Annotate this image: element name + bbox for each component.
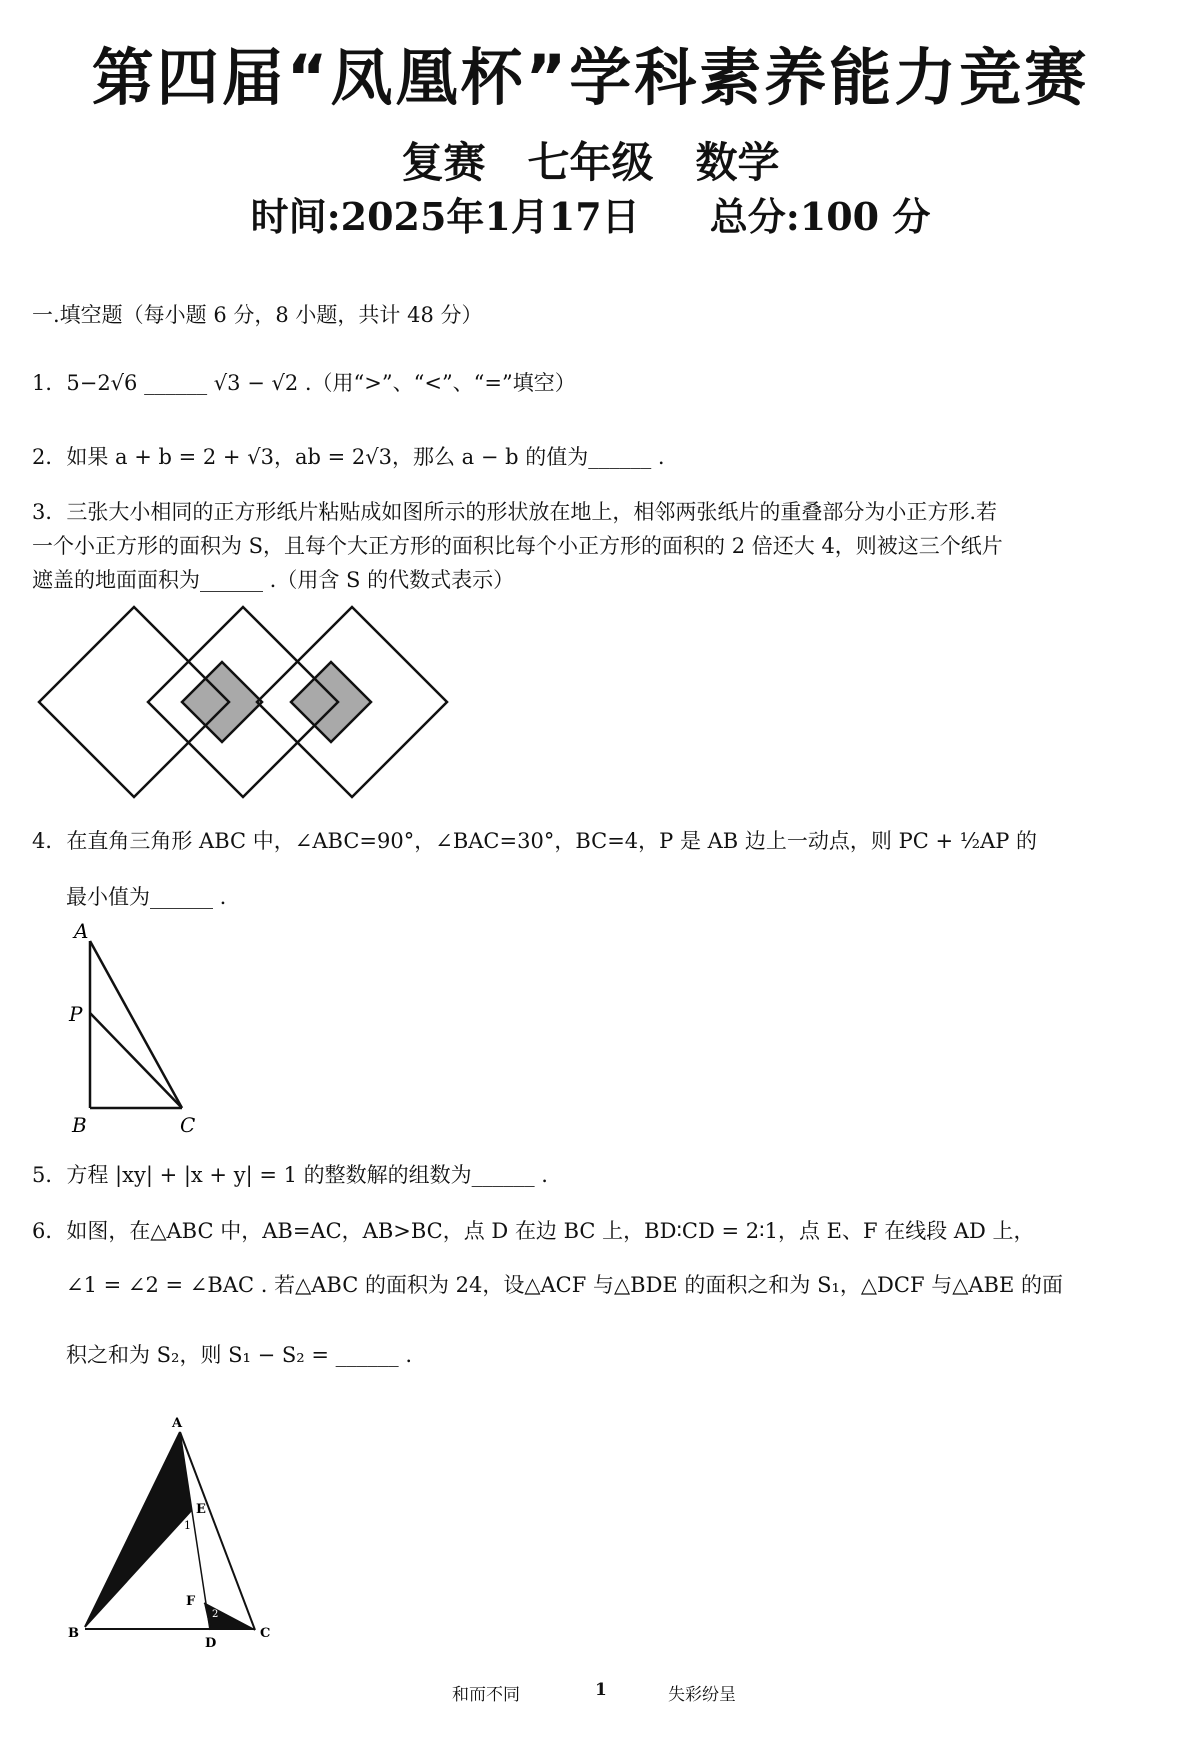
label-a: A [172, 1416, 183, 1431]
question-2: 2．如果 a + b = 2 + √3，ab = 2√3，那么 a − b 的值为______ . [32, 445, 665, 469]
label-d: D [205, 1636, 217, 1651]
label-b: B [68, 1626, 79, 1641]
question-3-line-1: 3．三张大小相同的正方形纸片粘贴成如图所示的形状放在地上，相邻两张纸片的重叠部分为小正方形.若 [32, 500, 998, 524]
label-e: E [196, 1502, 206, 1517]
footer-left-motto: 和而不同 [452, 1685, 520, 1705]
question-4-line-1: 4．在直角三角形 ABC 中，∠ABC=90°，∠BAC=30°，BC=4，P 是 AB 边上一动点，则 PC + ½AP 的 [32, 829, 1038, 853]
shaded-small-square-2 [291, 662, 371, 742]
page-number: 1 [595, 1680, 607, 1700]
segment-pc [90, 1013, 182, 1108]
question-3-line-2: 一个小正方形的面积为 S，且每个大正方形的面积比每个小正方形的面积的 2 倍还大 4，则被这三个纸片 [32, 534, 1003, 558]
label-angle-2: 2 [212, 1609, 219, 1620]
shaded-triangle-abe [85, 1432, 192, 1627]
figure-three-squares [34, 605, 454, 800]
question-4-line-2: 最小值为______ . [66, 885, 227, 909]
exam-total-score: 总分:100 分 [709, 194, 931, 239]
label-b: B [72, 1113, 87, 1137]
exam-subtitle: 复赛 七年级 数学 [401, 138, 780, 187]
label-angle-1: 1 [184, 1519, 191, 1532]
question-6-line-2: ∠1 = ∠2 = ∠BAC . 若△ABC 的面积为 24，设△ACF 与△BDE 的面积之和为 S₁，△DCF 与△ABE 的面 [66, 1273, 1063, 1297]
figure-right-triangle [60, 918, 220, 1138]
figure-triangle-abc [60, 1405, 300, 1655]
footer-right-motto: 失彩纷呈 [668, 1685, 736, 1705]
label-c: C [180, 1113, 196, 1137]
shaded-small-square-1 [182, 662, 262, 742]
question-5: 5．方程 |xy| + |x + y| = 1 的整数解的组数为______ . [32, 1163, 548, 1187]
page-title: 第四届“凤凰杯”学科素养能力竞赛 [91, 41, 1090, 114]
label-c: C [260, 1626, 271, 1641]
question-6-line-1: 6．如图，在△ABC 中，AB=AC，AB>BC，点 D 在边 BC 上，BD∶CD = 2∶1，点 E、F 在线段 AD 上， [32, 1219, 1035, 1243]
label-f: F [186, 1594, 196, 1609]
question-6-line-3: 积之和为 S₂，则 S₁ − S₂ = ______ . [66, 1343, 413, 1367]
section-heading: 一.填空题（每小题 6 分，8 小题，共计 48 分） [32, 303, 483, 327]
label-a: A [74, 919, 89, 943]
label-p: P [69, 1002, 83, 1026]
side-ac [90, 941, 182, 1108]
question-1: 1．5−2√6 ______ √3 − √2 .（用“>”、“<”、“=”填空） [32, 371, 576, 395]
exam-info [0, 186, 1181, 241]
question-3-line-3: 遮盖的地面面积为______ .（用含 S 的代数式表示） [32, 568, 515, 592]
exam-time: 时间:2025年1月17日 [250, 194, 640, 239]
